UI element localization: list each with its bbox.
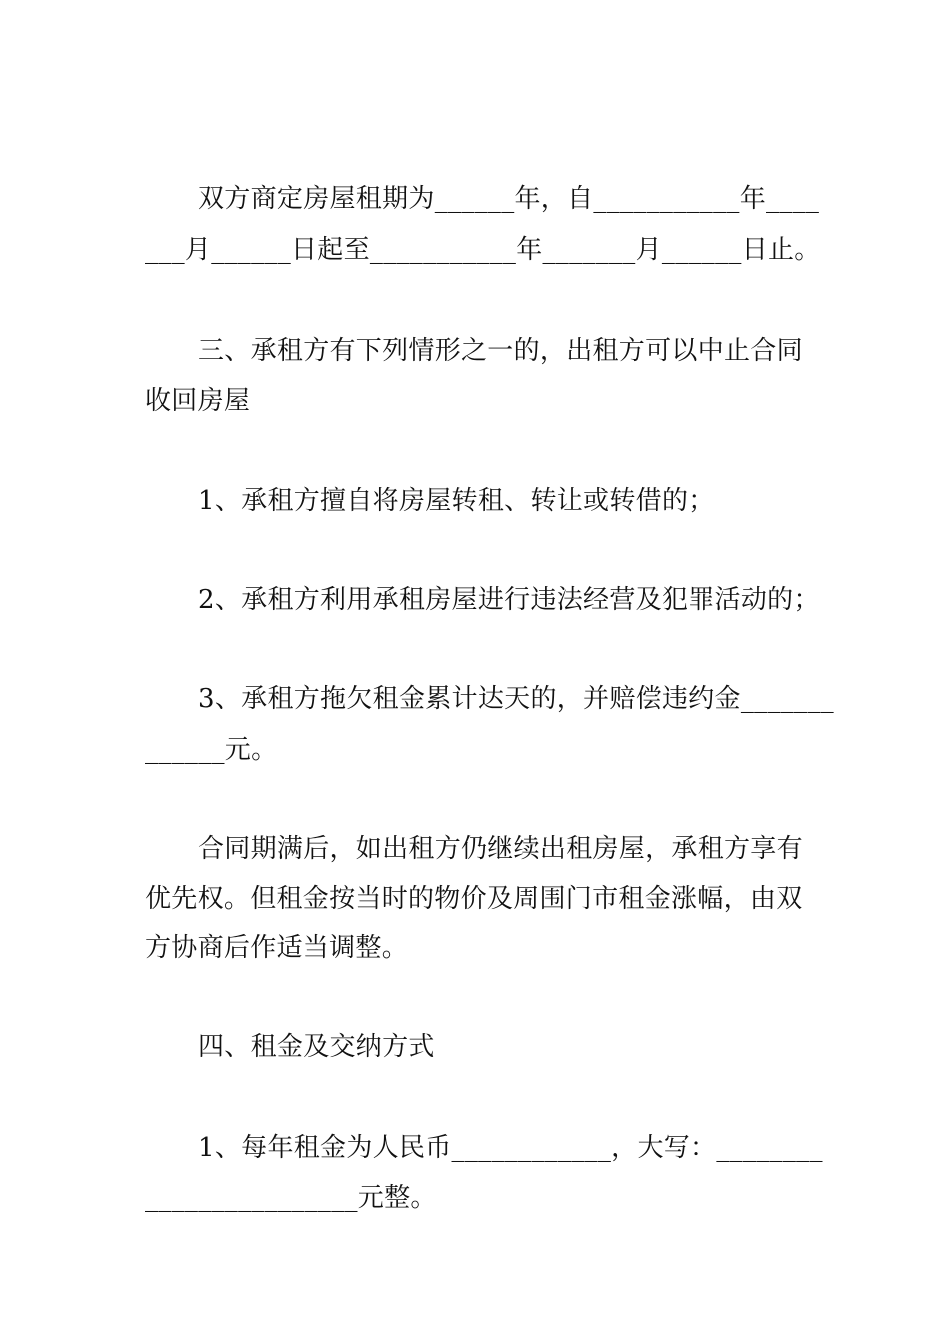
list-item: 3、承租方拖欠租金累计达天的，并赔偿违约金_______	[198, 684, 834, 714]
paragraph-line: 合同期满后，如出租方仍继续出租房屋，承租方享有	[198, 834, 803, 864]
list-item: 1、承租方擅自将房屋转租、转让或转借的；	[198, 486, 715, 516]
paragraph-line: 方协商后作适当调整。	[145, 933, 409, 963]
section-heading: 四、租金及交纳方式	[198, 1032, 435, 1062]
list-item: 2、承租方利用承租房屋进行违法经营及犯罪活动的；	[198, 585, 820, 615]
text-line: ___月______日起至___________年_______月______日止。	[145, 235, 821, 265]
list-item: 1、每年租金为人民币____________，大写：________	[198, 1133, 823, 1163]
text-line: 双方商定房屋租期为______年，自___________年____	[198, 184, 820, 214]
text-line: ________________元整。	[145, 1183, 437, 1213]
text-line: ______元。	[145, 735, 278, 765]
paragraph-line: 优先权。但租金按当时的物价及周围门市租金涨幅，由双	[145, 884, 803, 914]
section-heading: 三、承租方有下列情形之一的，出租方可以中止合同	[198, 336, 803, 366]
text-line: 收回房屋	[145, 386, 251, 416]
